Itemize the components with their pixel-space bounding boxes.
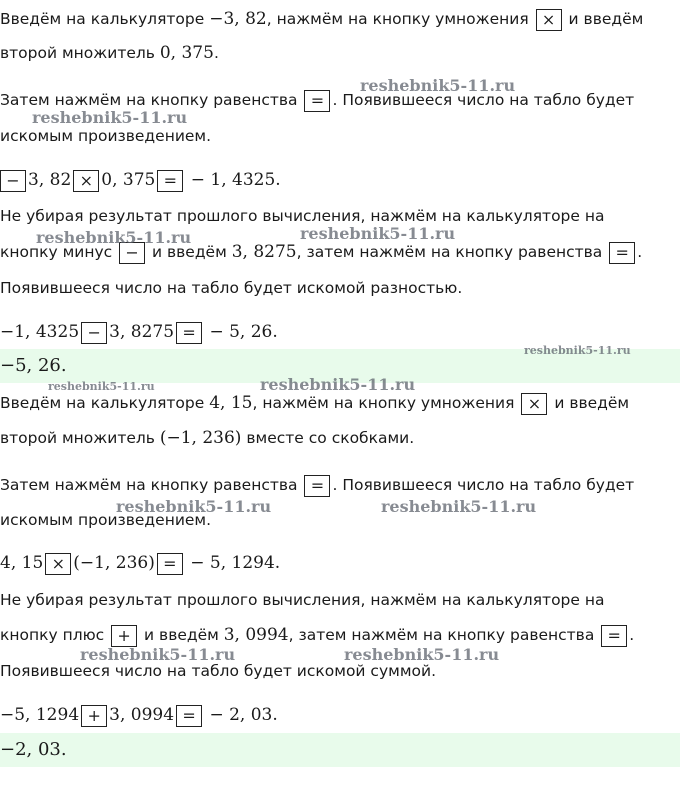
plus-key: + (81, 705, 107, 727)
b2-line6: кнопку плюс + и введём 3, 0994, затем нажмём на кнопку равенства = . (0, 625, 635, 645)
watermark: reshebnik5-11.ru (381, 497, 537, 516)
plus-key: + (111, 625, 137, 647)
b1-line1: Введём на калькуляторе −3, 82, нажмём на кнопку умножения × и введём (0, 9, 644, 29)
b2-line1: Введём на калькуляторе 4, 15, нажмём на кнопку умножения × и введём (0, 393, 630, 413)
minus-key: − (119, 242, 145, 264)
equals-key: = (304, 90, 330, 112)
b2-line3: Затем нажмём на кнопку равенства = . Появившееся число на табло будет (0, 475, 635, 495)
equals-key: = (609, 242, 635, 264)
minus-key: − (81, 322, 107, 344)
watermark: reshebnik5-11.ru (344, 645, 500, 664)
b2-expression2: −5, 1294 + 3, 0994 = − 2, 03. (0, 705, 278, 725)
equals-key: = (176, 322, 202, 344)
watermark: reshebnik5-11.ru (80, 645, 236, 664)
b1-line6: кнопку минус − и введём 3, 8275, затем нажмём на кнопку равенства = . (0, 242, 643, 262)
equals-key: = (157, 170, 183, 192)
b2-line5: Не убирая результат прошлого вычисления, нажмём на калькуляторе на (0, 591, 605, 609)
watermark: reshebnik5-11.ru (48, 380, 155, 393)
b1-line5: Не убирая результат прошлого вычисления, нажмём на калькуляторе на (0, 207, 605, 225)
b2-answer: −2, 03. (0, 739, 67, 760)
minus-key: − (0, 170, 26, 192)
watermark: reshebnik5-11.ru (260, 375, 416, 394)
watermark: reshebnik5-11.ru (116, 497, 272, 516)
equals-key: = (304, 475, 330, 497)
watermark: reshebnik5-11.ru (524, 344, 631, 357)
b1-line3: Затем нажмём на кнопку равенства = . Появившееся число на табло будет (0, 90, 635, 110)
b1-line2: второй множитель 0, 375. (0, 43, 219, 63)
multiply-key: × (521, 393, 547, 415)
watermark: reshebnik5-11.ru (300, 224, 456, 243)
b1-expression1: − 3, 82 × 0, 375 = − 1, 4325. (0, 169, 281, 192)
b1-line7: Появившееся число на табло будет искомой разностью. (0, 279, 463, 297)
equals-key: = (601, 625, 627, 647)
b1-answer: −5, 26. (0, 355, 67, 376)
watermark: reshebnik5-11.ru (32, 108, 188, 127)
watermark: reshebnik5-11.ru (36, 228, 192, 247)
b2-expression1: 4, 15 × (−1, 236) = − 5, 1294. (0, 553, 281, 573)
multiply-key: × (73, 170, 99, 192)
b2-line4: искомым произведением. (0, 511, 212, 529)
equals-key: = (157, 553, 183, 575)
multiply-key: × (45, 553, 71, 575)
b2-line7: Появившееся число на табло будет искомой суммой. (0, 662, 436, 680)
b1-line4: искомым произведением. (0, 127, 212, 145)
watermark: reshebnik5-11.ru (360, 76, 516, 95)
multiply-key: × (536, 9, 562, 31)
equals-key: = (176, 705, 202, 727)
b2-line2: второй множитель (−1, 236) вместе со скобками. (0, 428, 415, 448)
b1-expression2: −1, 4325 − 3, 8275 = − 5, 26. (0, 322, 278, 342)
answer-band-2 (0, 733, 680, 767)
